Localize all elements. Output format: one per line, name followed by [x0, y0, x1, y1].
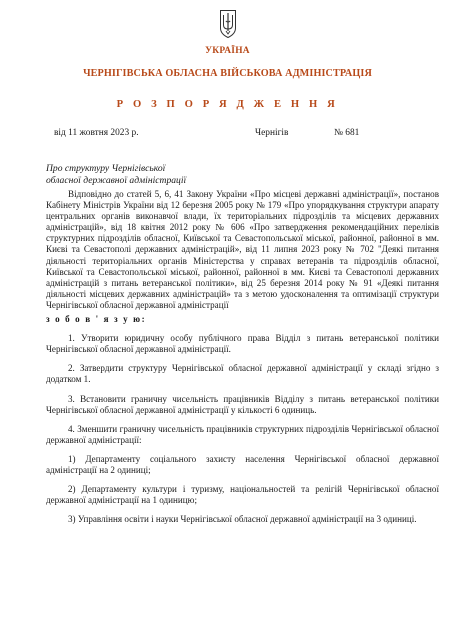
document-date: від 11 жовтня 2023 р.: [54, 128, 139, 138]
document-city: Чернігів: [255, 128, 289, 138]
order-item: 1. Утворити юридичну особу публічного права Відділ з питань ветеранської політики Чернігівської обласної державної адміністрації.: [46, 333, 439, 355]
order-item: 4. Зменшити граничну чисельність працівників структурних підрозділів Чернігівської обласної державної адміністрації:: [46, 423, 439, 445]
trident-coat-of-arms-icon: [219, 9, 237, 39]
subject-line: обласної державної адміністрації: [46, 174, 187, 186]
order-subitem: 1) Департаменту соціального захисту населення Чернігівської обласної державної адміністрації на 2 одиниці;: [46, 453, 439, 475]
order-item: 2. Затвердити структуру Чернігівської обласної державної адміністрації у складі згідно з додатком 1.: [46, 363, 439, 385]
country-name: УКРАЇНА: [205, 46, 250, 56]
order-subitem: 3) Управління освіти і науки Чернігівської обласної державної адміністрації на 3 одиниці.: [68, 514, 417, 525]
organization-name: ЧЕРНІГІВСЬКА ОБЛАСНА ВІЙСЬКОВА АДМІНІСТРАЦІЯ: [83, 68, 372, 79]
order-subitem: 2) Департаменту культури і туризму, національностей та релігій Чернігівської обласної державної адміністрації на 1 одиницю;: [46, 484, 439, 506]
document-type: Р О З П О Р Я Д Ж Е Н Н Я: [116, 99, 339, 110]
document-subject: [46, 163, 266, 186]
preamble-paragraph: Відповідно до статей 5, 6, 41 Закону України «Про місцеві державні адміністрації», постанов Кабінету Міністрів України від 12 березня 2005 року № 179 «Про упорядкування структури апарату центральних органів виконавчої влади, їх територіальних підрозділів та місцевих державних адміністрацій», від 18 квітня 2012 року № 606 «Про затвердження рекомендаційних переліків структурних підрозділів обласної, Київської та Севастопольської міської, районної, районної в мм. Києві та Севастополі державних адміністрацій», від 11 липня 2023 року № 702 "Деякі питання діяльності територіальних органів Міністерства у справах ветеранів та підрозділів обласної, Київської та Севастопольської міської, районної, районної в мм. Києві та Севастополі державних адміністрацій з питань ветеранської політики», від 25 березня 2014 року № 91 «Деякі питання діяльності місцевих державних адміністрацій» та з метою удосконалення та оптимізації структури Чернігівської обласної державної адміністрації: [46, 189, 439, 310]
order-item: 3. Встановити граничну чисельність працівників Відділу з питань ветеранської політики Чернігівської обласної державної адміністрації у кількості 6 одиниць.: [46, 393, 439, 415]
document-number: № 681: [334, 128, 360, 138]
orders-heading: з о б о в ' я з у ю:: [46, 314, 147, 325]
subject-line: Про структуру Чернігівської: [46, 163, 166, 174]
document-body: [46, 189, 439, 525]
